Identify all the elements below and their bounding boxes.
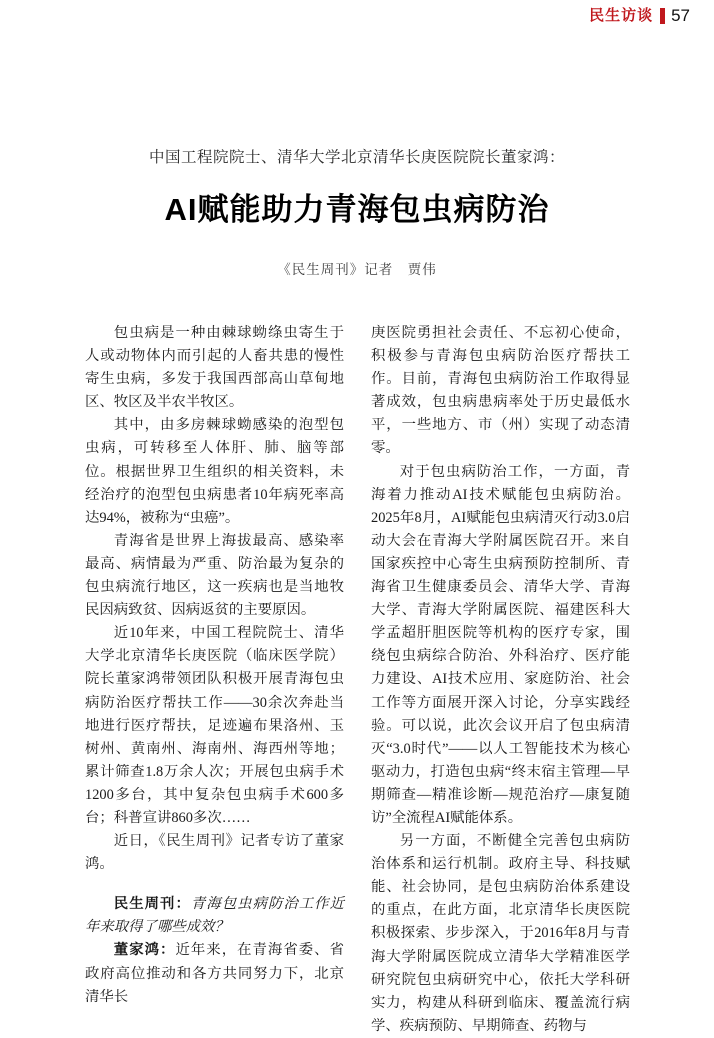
qa-answer [85, 939, 344, 1008]
qa-question-text: 青海包虫病防治工作近年来取得了哪些成效？ [85, 896, 344, 936]
paragraph: 庚医院勇担社会责任、不忘初心使命，积极参与青海包虫病防治医疗帮扶工作。目前，青海包虫病防治工作取得显著成效，包虫病患病率处于历史最低水平，一些地方、市（州）实现了动态清零。 [371, 325, 630, 457]
qa-question [85, 893, 344, 939]
paragraph: 对于包虫病防治工作，一方面，青海着力推动AI技术赋能包虫病防治。2025年8月，AI赋能包虫病清灭行动3.0启动大会在青海大学附属医院召开。来自国家疾控中心寄生虫病预防控制所、青海省卫生健康委员会、清华大学、青海大学、青海大学附属医院、福建医科大学孟超肝胆医院等机构的医疗专家，围绕包虫病综合防治、外科治疗、医疗能力建设、AI技术应用、家庭防治、社会工作等方面展开深入讨论，分享实践经验。可以说，此次会议开启了包虫病清灭“3.0时代”——以人工智能技术为核心驱动力，打造包虫病“终末宿主管理—早期筛查—精准诊断—规范治疗—康复随访”全流程AI赋能体系。 [371, 463, 630, 826]
article-headline: AI赋能助力青海包虫病防治 [164, 192, 550, 227]
left-column [85, 322, 344, 1038]
qa-answer-text: 近年来，在青海省委、省政府高位推动和各方共同努力下，北京清华长 [85, 942, 344, 1005]
running-head-divider-bar [660, 8, 665, 24]
article-body [85, 322, 631, 1038]
right-column [371, 322, 630, 1038]
paragraph: 青海省是世界上海拔最高、感染率最高、病情最为严重、防治最为复杂的包虫病流行地区，这一疾病也是当地牧民因病致贫、因病返贫的主要原因。 [85, 532, 344, 619]
qa-answer-speaker: 董家鸿： [113, 942, 176, 959]
title-block [0, 146, 714, 280]
paragraph: 另一方面，不断健全完善包虫病防治体系和运行机制。政府主导、科技赋能、社会协同，是包虫病防治体系建设的重点，在此方面，北京清华长庚医院积极探索、步步深入，于2016年8月与青海大学附属医院成立清华大学精准医学研究院包虫病研究中心，依托大学科研实力，构建从科研到临床、覆盖流行病学、疾病预防、早期筛查、药物与 [371, 833, 630, 1034]
paragraph: 包虫病是一种由棘球蚴绦虫寄生于人或动物体内而引起的人畜共患的慢性寄生虫病，多发于我国西部高山草甸地区、牧区及半农半牧区。 [85, 325, 344, 411]
paragraph: 近10年来，中国工程院院士、清华大学北京清华长庚医院（临床医学院）院长董家鸿带领团队积极开展青海包虫病防治医疗帮扶工作——30余次奔赴当地进行医疗帮扶，足迹遍布果洛州、玉树州、黄南州、海南州、海西州等地；累计筛查1.8万余人次；开展包虫病手术1200多台，其中复杂包虫病手术600多台；科普宣讲860多次…… [85, 625, 344, 826]
paragraph: 其中，由多房棘球蚴感染的泡型包虫病，可转移至人体肝、肺、脑等部位。根据世界卫生组织的相关资料，未经治疗的泡型包虫病患者10年病死率高达94%，被称为“虫癌”。 [85, 417, 344, 526]
article-kicker: 中国工程院院士、清华大学北京清华长庚医院院长董家鸿： [148, 149, 565, 166]
running-head-section: 民生访谈 [589, 7, 654, 24]
paragraph: 近日，《民生周刊》记者专访了董家鸿。 [85, 833, 344, 873]
qa-spacer [85, 876, 344, 893]
qa-question-speaker: 民生周刊： [113, 896, 191, 913]
article-byline: 《民生周刊》记者 贾伟 [277, 262, 437, 277]
running-head [589, 5, 690, 27]
page-number: 57 [671, 6, 690, 25]
